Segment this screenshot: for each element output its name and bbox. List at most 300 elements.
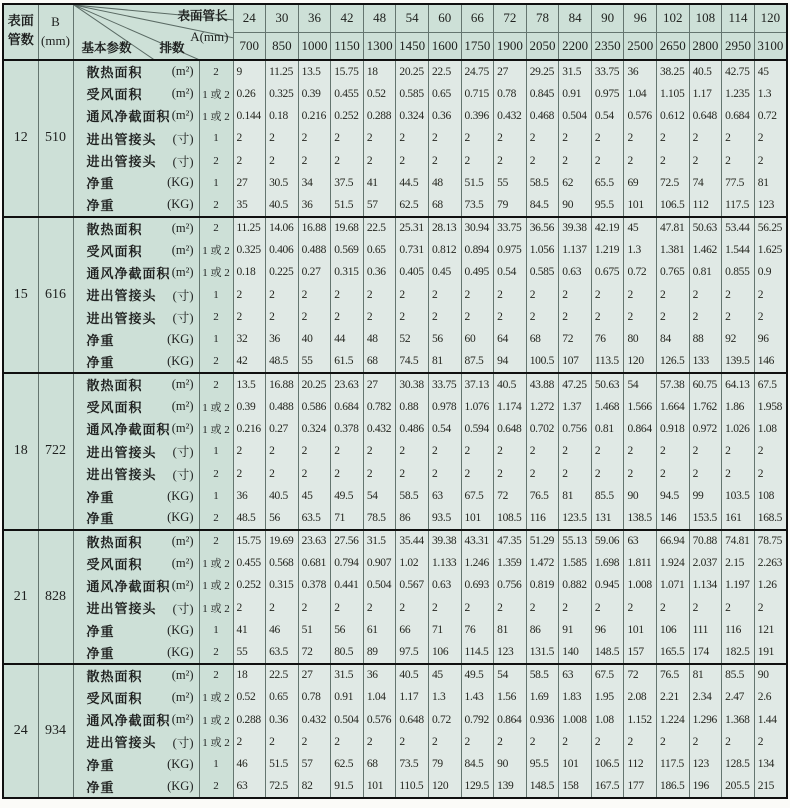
param-label-cell — [73, 172, 199, 194]
value-cell: 2 — [754, 149, 787, 171]
value-cell: 1.958 — [754, 395, 787, 417]
value-cell: 158 — [559, 776, 592, 799]
value-cell: 2 — [461, 440, 494, 462]
value-cell: 1.224 — [657, 708, 690, 730]
value-cell: 0.812 — [428, 239, 461, 261]
header-b-line2: (mm) — [41, 33, 70, 48]
value-cell: 148.5 — [526, 776, 559, 799]
col-header-length: 36 — [298, 4, 331, 32]
value-cell: 123 — [754, 194, 787, 216]
param-label-cell — [73, 485, 199, 507]
value-cell: 2 — [689, 127, 722, 149]
value-cell: 27.56 — [331, 530, 364, 552]
value-cell: 59.06 — [591, 530, 624, 552]
value-cell: 2 — [559, 127, 592, 149]
value-cell: 0.324 — [298, 418, 331, 440]
value-cell: 2.6 — [754, 686, 787, 708]
value-cell: 1.462 — [689, 239, 722, 261]
param-unit: (m²) — [171, 533, 194, 548]
value-cell: 1.08 — [591, 708, 624, 730]
param-unit: (m²) — [171, 399, 194, 414]
col-header-length: 78 — [526, 4, 559, 32]
value-cell: 92 — [722, 328, 755, 350]
param-unit: (寸) — [172, 311, 194, 326]
value-cell: 62.5 — [331, 753, 364, 775]
value-cell: 2 — [266, 284, 299, 306]
value-cell: 1.008 — [624, 574, 657, 596]
value-cell: 84.5 — [461, 753, 494, 775]
row-count-value: 1 或 2 — [199, 686, 233, 708]
param-name: 进出管接头 — [86, 289, 157, 305]
table-row — [3, 485, 787, 507]
value-cell: 2 — [298, 306, 331, 328]
value-cell: 0.78 — [298, 686, 331, 708]
value-cell: 41 — [233, 619, 266, 641]
value-cell: 36 — [363, 664, 396, 686]
param-label-cell — [73, 306, 199, 328]
value-cell: 2 — [754, 306, 787, 328]
value-cell: 94 — [494, 351, 527, 373]
value-cell: 2 — [428, 127, 461, 149]
value-cell: 51.5 — [461, 172, 494, 194]
value-cell: 2 — [559, 284, 592, 306]
value-cell: 0.684 — [331, 395, 364, 417]
value-cell: 58.5 — [396, 485, 429, 507]
value-cell: 128.5 — [722, 753, 755, 775]
param-unit: (寸) — [172, 601, 194, 616]
value-cell: 2 — [722, 149, 755, 171]
value-cell: 49.5 — [331, 485, 364, 507]
col-header-a-mm: 2800 — [689, 32, 722, 60]
value-cell: 76 — [461, 619, 494, 641]
value-cell: 1.69 — [526, 686, 559, 708]
table-row — [3, 60, 787, 82]
table-row — [3, 776, 787, 799]
value-cell: 96 — [591, 619, 624, 641]
param-label-cell — [73, 418, 199, 440]
diagonal-label-basic-params: 基本参数 — [81, 40, 132, 55]
value-cell: 106 — [657, 619, 690, 641]
value-cell: 177 — [624, 776, 657, 799]
param-name: 净重 — [86, 780, 115, 796]
value-cell: 0.52 — [363, 82, 396, 104]
param-label-cell — [73, 328, 199, 350]
param-label-cell — [73, 351, 199, 373]
value-cell: 1.43 — [461, 686, 494, 708]
value-cell: 174 — [689, 641, 722, 663]
value-cell: 87.5 — [461, 351, 494, 373]
value-cell: 0.756 — [494, 574, 527, 596]
col-header-a-mm: 1900 — [494, 32, 527, 60]
value-cell: 72 — [298, 641, 331, 663]
value-cell: 0.702 — [526, 418, 559, 440]
value-cell: 71 — [331, 507, 364, 529]
row-count-value: 1 或 2 — [199, 261, 233, 283]
value-cell: 146 — [657, 507, 690, 529]
value-cell: 2 — [624, 149, 657, 171]
value-cell: 2 — [624, 127, 657, 149]
param-label-inner — [74, 576, 199, 595]
diagonal-label-a-mm: A(mm) — [190, 29, 229, 44]
param-label-cell — [73, 753, 199, 775]
param-name: 净重 — [86, 646, 115, 662]
value-cell: 30.94 — [461, 217, 494, 239]
value-cell: 45 — [428, 664, 461, 686]
value-cell: 39.38 — [559, 217, 592, 239]
value-cell: 0.504 — [363, 574, 396, 596]
col-header-a-mm: 2350 — [591, 32, 624, 60]
value-cell: 66.94 — [657, 530, 690, 552]
value-cell: 110.5 — [396, 776, 429, 799]
row-count-value: 1 或 2 — [199, 105, 233, 127]
value-cell: 0.378 — [331, 418, 364, 440]
value-cell: 46 — [266, 619, 299, 641]
value-cell: 2 — [559, 306, 592, 328]
value-cell: 2 — [363, 127, 396, 149]
param-label-inner — [74, 62, 199, 81]
value-cell: 2 — [689, 306, 722, 328]
value-cell: 2 — [494, 731, 527, 753]
value-cell: 1.152 — [624, 708, 657, 730]
param-label-inner — [74, 84, 199, 103]
value-cell: 2 — [266, 462, 299, 484]
param-label-cell — [73, 149, 199, 171]
param-label-cell — [73, 686, 199, 708]
value-cell: 148.5 — [591, 641, 624, 663]
value-cell: 1.86 — [722, 395, 755, 417]
value-cell: 22.5 — [266, 664, 299, 686]
value-cell: 0.288 — [233, 708, 266, 730]
value-cell: 106 — [428, 641, 461, 663]
value-cell: 0.468 — [526, 105, 559, 127]
value-cell: 36.56 — [526, 217, 559, 239]
value-cell: 2 — [591, 306, 624, 328]
value-cell: 2 — [722, 731, 755, 753]
param-label-cell — [73, 194, 199, 216]
value-cell: 86 — [396, 507, 429, 529]
value-cell: 55 — [298, 351, 331, 373]
value-cell: 1.197 — [722, 574, 755, 596]
value-cell: 67.5 — [461, 485, 494, 507]
param-label-inner — [74, 308, 199, 327]
value-cell: 2 — [363, 731, 396, 753]
value-cell: 74.5 — [396, 351, 429, 373]
param-label-inner — [74, 375, 199, 394]
value-cell: 101 — [461, 507, 494, 529]
value-cell: 2 — [494, 284, 527, 306]
param-unit: (KG) — [167, 331, 194, 346]
table-row — [3, 351, 787, 373]
value-cell: 0.504 — [559, 105, 592, 127]
col-header-length: 96 — [624, 4, 657, 32]
value-cell: 2 — [689, 284, 722, 306]
value-cell: 2 — [591, 284, 624, 306]
value-cell: 0.681 — [298, 552, 331, 574]
row-count-value: 1 或 2 — [199, 82, 233, 104]
value-cell: 96 — [754, 328, 787, 350]
value-cell: 13.5 — [298, 60, 331, 82]
value-cell: 0.486 — [396, 418, 429, 440]
param-name: 净重 — [86, 177, 115, 193]
param-label-inner — [74, 241, 199, 260]
value-cell: 56 — [428, 328, 461, 350]
value-cell: 0.918 — [657, 418, 690, 440]
value-cell: 2.15 — [722, 552, 755, 574]
value-cell: 2 — [559, 149, 592, 171]
value-cell: 79 — [428, 753, 461, 775]
value-cell: 2 — [624, 597, 657, 619]
value-cell: 2 — [722, 127, 755, 149]
param-label-cell — [73, 597, 199, 619]
value-cell: 2 — [363, 306, 396, 328]
value-cell: 16.88 — [266, 373, 299, 395]
value-cell: 85.5 — [591, 485, 624, 507]
param-unit: (KG) — [167, 778, 194, 793]
value-cell: 167.5 — [591, 776, 624, 799]
value-cell: 101 — [559, 753, 592, 775]
value-cell: 27 — [298, 664, 331, 686]
value-cell: 2 — [591, 127, 624, 149]
value-cell: 2 — [657, 127, 690, 149]
value-cell: 51.5 — [331, 194, 364, 216]
value-cell: 0.864 — [624, 418, 657, 440]
value-cell: 2.263 — [754, 552, 787, 574]
param-name: 净重 — [86, 199, 115, 215]
value-cell: 0.585 — [526, 261, 559, 283]
value-cell: 0.455 — [331, 82, 364, 104]
value-cell: 68 — [526, 328, 559, 350]
value-cell: 72.5 — [657, 172, 690, 194]
value-cell: 37.5 — [331, 172, 364, 194]
value-cell: 1.04 — [363, 686, 396, 708]
value-cell: 168.5 — [754, 507, 787, 529]
value-cell: 116 — [722, 619, 755, 641]
value-cell: 50.63 — [689, 217, 722, 239]
value-cell: 1.664 — [657, 395, 690, 417]
value-cell: 65.5 — [591, 172, 624, 194]
param-unit: (m²) — [171, 86, 194, 101]
value-cell: 2 — [657, 597, 690, 619]
value-cell: 2 — [526, 597, 559, 619]
value-cell: 2 — [363, 597, 396, 619]
col-header-length: 72 — [494, 4, 527, 32]
value-cell: 0.405 — [396, 261, 429, 283]
value-cell: 129.5 — [461, 776, 494, 799]
row-count-value: 2 — [199, 776, 233, 799]
value-cell: 84 — [657, 328, 690, 350]
value-cell: 14.06 — [266, 217, 299, 239]
group-b-value: 616 — [38, 217, 73, 374]
row-count-value: 2 — [199, 373, 233, 395]
value-cell: 77.5 — [722, 172, 755, 194]
value-cell: 1.3 — [624, 239, 657, 261]
value-cell: 0.45 — [428, 261, 461, 283]
value-cell: 0.52 — [233, 686, 266, 708]
value-cell: 0.252 — [233, 574, 266, 596]
value-cell: 1.381 — [657, 239, 690, 261]
value-cell: 97.5 — [396, 641, 429, 663]
value-cell: 63 — [559, 664, 592, 686]
value-cell: 2 — [722, 440, 755, 462]
group-b-value: 934 — [38, 664, 73, 798]
row-count-value: 2 — [199, 641, 233, 663]
value-cell: 2 — [298, 440, 331, 462]
group-b-value: 510 — [38, 60, 73, 217]
value-cell: 0.39 — [233, 395, 266, 417]
param-label-inner — [74, 688, 199, 707]
value-cell: 67.5 — [591, 664, 624, 686]
value-cell: 27 — [363, 373, 396, 395]
value-cell: 56.25 — [754, 217, 787, 239]
value-cell: 25.31 — [396, 217, 429, 239]
value-cell: 2 — [559, 597, 592, 619]
value-cell: 0.378 — [298, 574, 331, 596]
col-header-a-mm: 2200 — [559, 32, 592, 60]
value-cell: 0.907 — [363, 552, 396, 574]
value-cell: 76.5 — [657, 664, 690, 686]
value-cell: 0.81 — [689, 261, 722, 283]
value-cell: 0.488 — [298, 239, 331, 261]
param-name: 散热面积 — [86, 222, 143, 238]
param-unit: (m²) — [171, 667, 194, 682]
table-row — [3, 507, 787, 529]
value-cell: 18 — [233, 664, 266, 686]
value-cell: 2 — [754, 462, 787, 484]
value-cell: 44.5 — [396, 172, 429, 194]
param-label-inner — [74, 219, 199, 238]
value-cell: 2 — [331, 462, 364, 484]
col-header-length: 48 — [363, 4, 396, 32]
value-cell: 88 — [689, 328, 722, 350]
value-cell: 2 — [363, 440, 396, 462]
param-label-cell — [73, 664, 199, 686]
value-cell: 1.137 — [559, 239, 592, 261]
value-cell: 36 — [233, 485, 266, 507]
value-cell: 2 — [494, 462, 527, 484]
value-cell: 66 — [396, 619, 429, 641]
value-cell: 81 — [754, 172, 787, 194]
spec-table-body — [3, 60, 787, 798]
param-label-inner — [74, 285, 199, 304]
table-row — [3, 82, 787, 104]
value-cell: 42 — [233, 351, 266, 373]
value-cell: 81 — [689, 664, 722, 686]
value-cell: 0.586 — [298, 395, 331, 417]
table-row — [3, 574, 787, 596]
value-cell: 78.5 — [363, 507, 396, 529]
value-cell: 60 — [461, 328, 494, 350]
value-cell: 1.08 — [754, 418, 787, 440]
row-count-value: 1 — [199, 485, 233, 507]
value-cell: 2 — [428, 731, 461, 753]
value-cell: 0.432 — [363, 418, 396, 440]
param-name: 受风面积 — [86, 88, 143, 104]
value-cell: 40.5 — [494, 373, 527, 395]
value-cell: 1.296 — [689, 708, 722, 730]
value-cell: 107 — [559, 351, 592, 373]
value-cell: 0.945 — [591, 574, 624, 596]
param-label-cell — [73, 239, 199, 261]
value-cell: 70.88 — [689, 530, 722, 552]
value-cell: 0.27 — [298, 261, 331, 283]
value-cell: 2 — [526, 306, 559, 328]
value-cell: 2 — [722, 462, 755, 484]
value-cell: 2 — [689, 149, 722, 171]
value-cell: 57 — [363, 194, 396, 216]
table-row — [3, 440, 787, 462]
value-cell: 22.5 — [428, 60, 461, 82]
value-cell: 2 — [461, 284, 494, 306]
value-cell: 186.5 — [657, 776, 690, 799]
param-name: 净重 — [86, 624, 115, 640]
col-header-a-mm: 700 — [233, 32, 266, 60]
value-cell: 15.75 — [331, 60, 364, 82]
value-cell: 90 — [559, 194, 592, 216]
value-cell: 0.894 — [461, 239, 494, 261]
col-header-a-mm: 2950 — [722, 32, 755, 60]
value-cell: 2 — [396, 306, 429, 328]
value-cell: 1.174 — [494, 395, 527, 417]
header-tube-count-line2: 管数 — [7, 33, 34, 48]
row-count-value: 1 或 2 — [199, 574, 233, 596]
value-cell: 0.715 — [461, 82, 494, 104]
value-cell: 54 — [363, 485, 396, 507]
value-cell: 16.88 — [298, 217, 331, 239]
value-cell: 93.5 — [428, 507, 461, 529]
value-cell: 0.495 — [461, 261, 494, 283]
col-header-a-mm: 2050 — [526, 32, 559, 60]
value-cell: 2 — [526, 284, 559, 306]
value-cell: 2.037 — [689, 552, 722, 574]
value-cell: 106.5 — [657, 194, 690, 216]
value-cell: 40.5 — [266, 194, 299, 216]
value-cell: 0.65 — [428, 82, 461, 104]
value-cell: 0.568 — [266, 552, 299, 574]
value-cell: 2.47 — [722, 686, 755, 708]
value-cell: 153.5 — [689, 507, 722, 529]
value-cell: 50.63 — [591, 373, 624, 395]
value-cell: 2 — [526, 462, 559, 484]
value-cell: 0.432 — [494, 105, 527, 127]
value-cell: 106.5 — [591, 753, 624, 775]
value-cell: 2 — [461, 462, 494, 484]
table-row — [3, 686, 787, 708]
row-count-value: 2 — [199, 149, 233, 171]
value-cell: 2 — [461, 127, 494, 149]
value-cell: 2 — [233, 127, 266, 149]
value-cell: 0.63 — [428, 574, 461, 596]
param-label-inner — [74, 508, 199, 527]
param-name: 散热面积 — [86, 66, 143, 82]
value-cell: 2 — [428, 440, 461, 462]
param-label-inner — [74, 621, 199, 640]
value-cell: 0.325 — [266, 82, 299, 104]
value-cell: 2 — [722, 306, 755, 328]
value-cell: 0.18 — [233, 261, 266, 283]
param-label-cell — [73, 731, 199, 753]
value-cell: 48 — [363, 328, 396, 350]
value-cell: 0.441 — [331, 574, 364, 596]
param-unit: (寸) — [172, 132, 194, 147]
value-cell: 44 — [331, 328, 364, 350]
value-cell: 1.566 — [624, 395, 657, 417]
param-unit: (m²) — [171, 712, 194, 727]
value-cell: 2 — [298, 597, 331, 619]
param-unit: (KG) — [167, 175, 194, 190]
value-cell: 48.5 — [266, 351, 299, 373]
col-header-length: 66 — [461, 4, 494, 32]
param-unit: (寸) — [172, 288, 194, 303]
